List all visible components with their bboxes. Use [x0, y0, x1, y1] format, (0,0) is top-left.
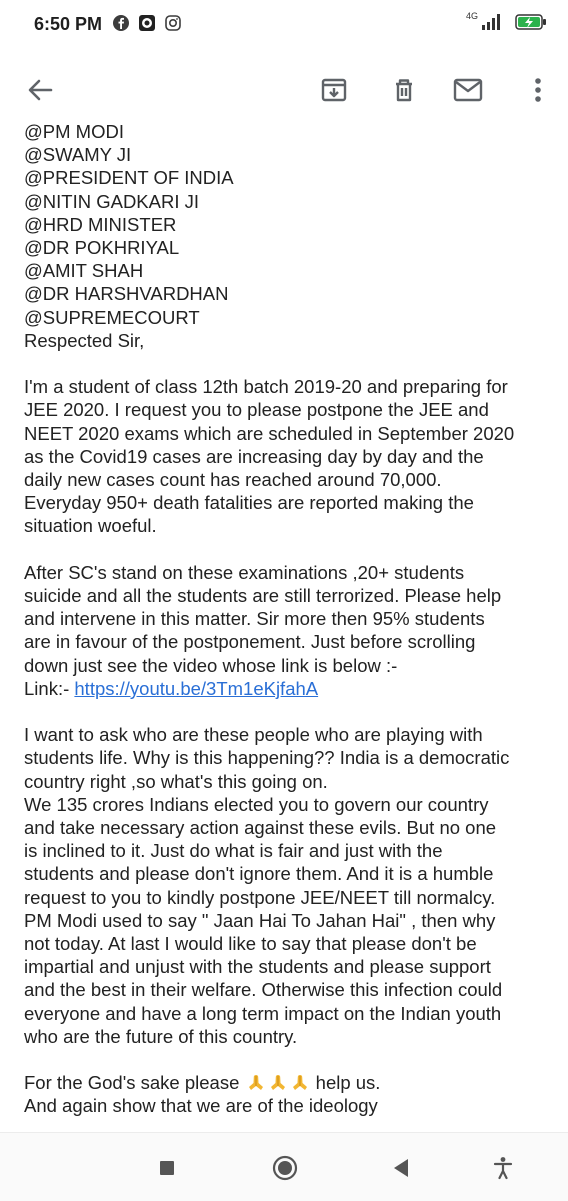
- text-line: JEE 2020. I request you to please postpone the JEE and: [24, 399, 489, 421]
- text-line: and intervene in this matter. Sir more then 95% students: [24, 608, 485, 630]
- video-link[interactable]: https://youtu.be/3Tm1eKjfahA: [74, 677, 319, 699]
- folded-hands-emoji: [245, 1072, 311, 1093]
- mention-line: @SUPREMECOURT: [24, 306, 200, 328]
- system-nav-bar: [0, 1132, 568, 1201]
- text-line: as the Covid19 cases are increasing day by day and the: [24, 445, 484, 467]
- back-triangle-icon: [391, 1157, 411, 1179]
- facebook-icon: [112, 14, 130, 32]
- accessibility-icon: [492, 1156, 514, 1180]
- link-line: [24, 677, 554, 700]
- recents-square-icon: [158, 1159, 176, 1177]
- signal-group: [466, 11, 504, 32]
- delete-icon: [390, 76, 418, 104]
- battery-charging-icon: [514, 12, 548, 32]
- text-line: down just see the video whose link is below :-: [24, 654, 398, 676]
- text-line: PM Modi used to say " Jaan Hai To Jahan Hai" , then why: [24, 909, 496, 931]
- archive-button[interactable]: [314, 70, 354, 110]
- mail-icon: [453, 77, 483, 103]
- text-line: not today. At last I would like to say that please don't be: [24, 933, 477, 955]
- text-line: We 135 crores Indians elected you to govern our country: [24, 793, 489, 815]
- paragraph-2: [24, 561, 554, 700]
- closing-line-2: And again show that we are of the ideology: [24, 1095, 378, 1117]
- mark-unread-button[interactable]: [448, 70, 488, 110]
- text-line: and take necessary action against these evils. But no one: [24, 817, 497, 839]
- paragraph-1: [24, 375, 554, 537]
- text-line: Everyday 950+ death fatalities are reported making the: [24, 492, 474, 514]
- text-line: NEET 2020 exams which are scheduled in September 2020: [24, 422, 515, 444]
- app-badge-icon: [138, 14, 156, 32]
- mention-line: @SWAMY JI: [24, 144, 132, 166]
- signal-icon: [480, 12, 504, 32]
- mention-line: @HRD MINISTER: [24, 213, 177, 235]
- mention-line: @PM MODI: [24, 121, 124, 142]
- accessibility-button[interactable]: [490, 1155, 516, 1181]
- text-line: who are the future of this country.: [24, 1025, 298, 1047]
- text-line: everyone and have a long term impact on the Indian youth: [24, 1002, 502, 1024]
- greeting: Respected Sir,: [24, 329, 145, 351]
- closing: [24, 1071, 554, 1117]
- instagram-icon: [164, 14, 182, 32]
- system-icons: [466, 11, 548, 32]
- home-circle-icon: [272, 1155, 298, 1181]
- text-line: situation woeful.: [24, 515, 157, 537]
- mention-line: @NITIN GADKARI JI: [24, 190, 200, 212]
- more-options-button[interactable]: [518, 70, 558, 110]
- mention-line: @PRESIDENT OF INDIA: [24, 167, 234, 189]
- paragraph-3: [24, 723, 554, 1048]
- text-line: After SC's stand on these examinations ,20+ students: [24, 561, 465, 583]
- notification-icons: [112, 14, 182, 32]
- text-line: request to you to kindly postpone JEE/NEET till normalcy.: [24, 886, 496, 908]
- closing-line-1: [24, 1071, 554, 1094]
- back-arrow-icon: [26, 76, 54, 104]
- email-body: [24, 120, 554, 1125]
- mention-line: @DR POKHRIYAL: [24, 237, 180, 259]
- home-button[interactable]: [272, 1155, 298, 1181]
- back-nav-button[interactable]: [388, 1155, 414, 1181]
- text-line: students life. Why is this happening?? India is a democratic: [24, 747, 510, 769]
- text-line: impartial and unjust with the students and please support: [24, 956, 491, 978]
- text-line: I want to ask who are these people who are playing with: [24, 724, 483, 746]
- back-button[interactable]: [20, 70, 60, 110]
- text-line: and the best in their welfare. Otherwise this infection could: [24, 979, 503, 1001]
- text-line: are in favour of the postponement. Just before scrolling: [24, 631, 476, 653]
- mention-line: @AMIT SHAH: [24, 260, 144, 282]
- text-line: I'm a student of class 12th batch 2019-20 and preparing for: [24, 376, 508, 398]
- closing-text-before: For the God's sake please: [24, 1072, 245, 1094]
- more-vert-icon: [533, 76, 543, 104]
- text-line: students and please don't ignore them. And it is a humble: [24, 863, 494, 885]
- link-prefix: Link:-: [24, 677, 75, 699]
- delete-button[interactable]: [384, 70, 424, 110]
- status-bar: [0, 0, 568, 50]
- mention-line: @DR HARSHVARDHAN: [24, 283, 229, 305]
- recents-button[interactable]: [154, 1155, 180, 1181]
- text-line: daily new cases count has reached around 70,000.: [24, 469, 442, 491]
- closing-text-after: help us.: [310, 1072, 381, 1094]
- text-line: country right ,so what's this going on.: [24, 770, 328, 792]
- text-line: is inclined to it. Just do what is fair and just with the: [24, 840, 443, 862]
- network-type-label: 4G: [466, 11, 479, 21]
- email-toolbar: [0, 50, 568, 130]
- text-line: suicide and all the students are still terrorized. Please help: [24, 585, 502, 607]
- archive-icon: [320, 76, 348, 104]
- status-time: 6:50 PM: [34, 14, 103, 34]
- mentions-list: [24, 120, 554, 329]
